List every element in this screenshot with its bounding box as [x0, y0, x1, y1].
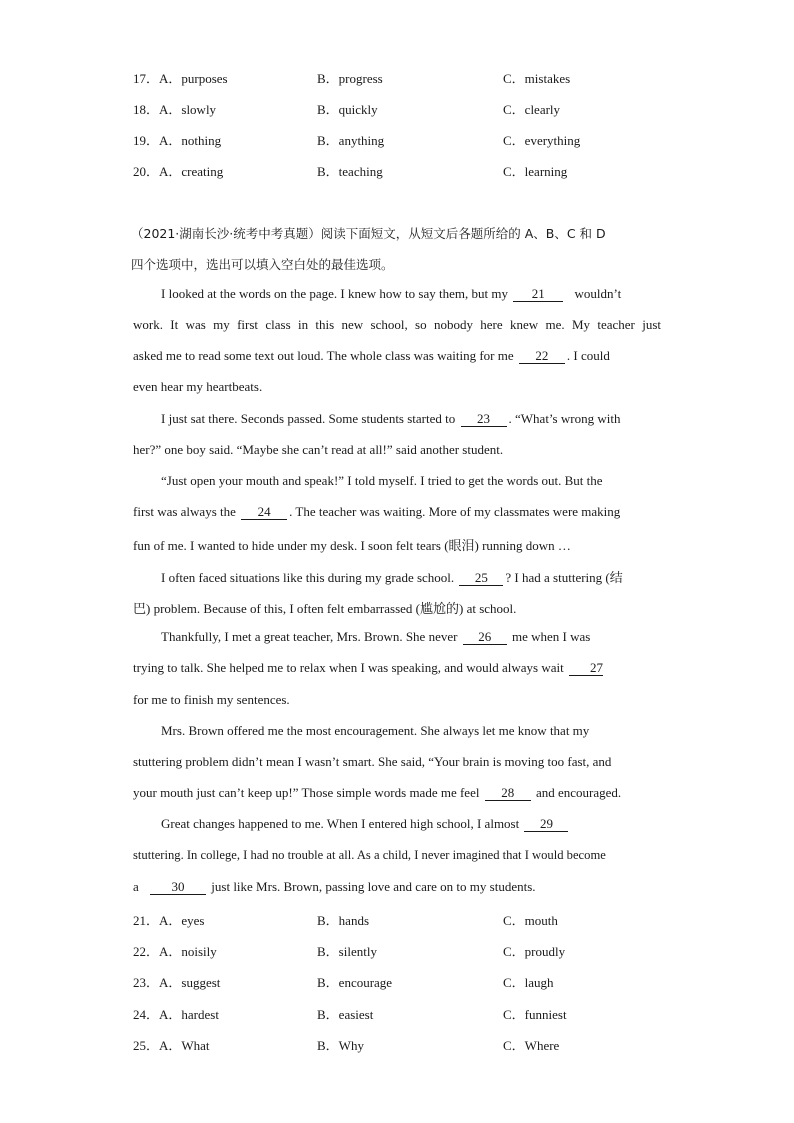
passage-line: a 30 just like Mrs. Brown, passing love and care on to my students. — [133, 879, 536, 894]
options-q23 — [133, 972, 693, 992]
option-a: 19．A．nothing — [133, 133, 222, 148]
section-intro-line-2: 四个选项中，选出可以填入空白处的最佳选项。 — [131, 257, 394, 272]
option-b: B．encourage — [317, 975, 393, 990]
option-c: C．proudly — [503, 944, 566, 959]
option-c: C．everything — [503, 133, 581, 148]
blank-22: 22 — [519, 348, 565, 364]
option-b: B．silently — [317, 944, 377, 959]
passage-line: even hear my heartbeats. — [133, 379, 263, 394]
passage-line: “Just open your mouth and speak!” I told myself. I tried to get the words out. But the — [161, 473, 603, 488]
blank-28: 28 — [485, 785, 531, 801]
options-q17 — [133, 68, 693, 88]
option-c: C．clearly — [503, 102, 561, 117]
blank-30: 30 — [150, 879, 206, 895]
passage-line: for me to finish my sentences. — [133, 692, 290, 707]
question-number: 25．A． — [133, 1038, 182, 1053]
option-b: B．easiest — [317, 1007, 374, 1022]
question-number: 18．A． — [133, 102, 182, 117]
section-intro-line-1: （2021·湖南长沙·统考中考真题）阅读下面短文，从短文后各题所给的 A、B、C 和 D — [131, 226, 606, 241]
passage-line: trying to talk. She helped me to relax when I was speaking, and would always wait 27 — [133, 660, 603, 675]
passage-line: I often faced situations like this during my grade school. 25 ? I had a stuttering (结 — [161, 570, 623, 585]
option-c: C．learning — [503, 164, 568, 179]
question-number: 23．A． — [133, 975, 182, 990]
option-a: 22．A．noisily — [133, 944, 217, 959]
blank-21: 21 — [513, 286, 563, 302]
blank-24: 24 — [241, 504, 287, 520]
option-a: 23．A．suggest — [133, 975, 221, 990]
option-a: 21．A．eyes — [133, 913, 205, 928]
passage-line: 巴) problem. Because of this, I often felt embarrassed (尴尬的) at school. — [133, 601, 517, 616]
options-q19 — [133, 130, 693, 150]
option-a: 25．A．What — [133, 1038, 210, 1053]
passage-line: first was always the 24 . The teacher was waiting. More of my classmates were making — [133, 504, 621, 519]
option-c: C．Where — [503, 1038, 560, 1053]
options-q22 — [133, 941, 693, 961]
passage-line: Mrs. Brown offered me the most encouragement. She always let me know that my — [161, 723, 590, 738]
options-q24 — [133, 1004, 693, 1024]
option-c: C．mistakes — [503, 71, 571, 86]
blank-29: 29 — [524, 816, 568, 832]
options-q25 — [133, 1035, 693, 1055]
blank-25: 25 — [459, 570, 503, 586]
option-a: 18．A．slowly — [133, 102, 217, 117]
question-number: 17．A． — [133, 71, 182, 86]
option-c: C．mouth — [503, 913, 558, 928]
options-q20 — [133, 161, 693, 181]
passage-line: fun of me. I wanted to hide under my desk. I soon felt tears (眼泪) running down … — [133, 538, 571, 553]
option-b: B．hands — [317, 913, 370, 928]
passage-line: stuttering problem didn’t mean I wasn’t smart. She said, “Your brain is moving too fast, and — [133, 754, 612, 769]
blank-26: 26 — [463, 629, 507, 645]
options-q21 — [133, 910, 693, 930]
passage-line: Thankfully, I met a great teacher, Mrs. Brown. She never 26 me when I was — [161, 629, 591, 644]
option-a: 17．A．purposes — [133, 71, 228, 86]
option-b: B．progress — [317, 71, 383, 86]
option-a: 24．A．hardest — [133, 1007, 219, 1022]
passage-line: I just sat there. Seconds passed. Some students started to 23 . “What’s wrong with — [161, 411, 621, 426]
option-c: C．funniest — [503, 1007, 567, 1022]
question-number: 24．A． — [133, 1007, 182, 1022]
option-a: 20．A．creating — [133, 164, 224, 179]
question-number: 22．A． — [133, 944, 182, 959]
options-q18 — [133, 99, 693, 119]
passage-line: your mouth just can’t keep up!” Those simple words made me feel 28 and encouraged. — [133, 785, 622, 800]
blank-23: 23 — [461, 411, 507, 427]
passage-line: stuttering. In college, I had no trouble at all. As a child, I never imagined that I would become — [133, 848, 606, 862]
question-number: 20．A． — [133, 164, 182, 179]
option-b: B．quickly — [317, 102, 378, 117]
question-number: 21．A． — [133, 913, 182, 928]
passage-line: her?” one boy said. “Maybe she can’t read at all!” said another student. — [133, 442, 504, 457]
passage-line: I looked at the words on the page. I knew how to say them, but my 21 wouldn’t — [161, 286, 622, 301]
passage-line: Great changes happened to me. When I entered high school, I almost 29 — [161, 816, 661, 836]
option-c: C．laugh — [503, 975, 554, 990]
question-number: 19．A． — [133, 133, 182, 148]
option-b: B．Why — [317, 1038, 364, 1053]
passage-line: work. It was my first class in this new school, so nobody here knew me. My teacher just — [133, 317, 661, 332]
option-b: B．teaching — [317, 164, 383, 179]
blank-27: 27 — [569, 660, 603, 676]
option-b: B．anything — [317, 133, 385, 148]
passage-line: asked me to read some text out loud. The whole class was waiting for me 22 . I could — [133, 348, 610, 363]
